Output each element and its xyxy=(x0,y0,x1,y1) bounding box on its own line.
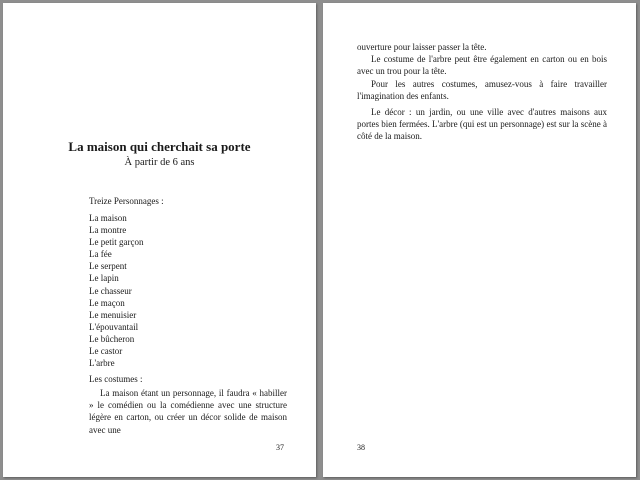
page-left xyxy=(3,3,316,477)
list-item: Le lapin xyxy=(89,273,119,284)
page-subtitle: À partir de 6 ans xyxy=(124,157,195,168)
costumes-heading: Les costumes : xyxy=(89,374,143,384)
page-number: 38 xyxy=(357,443,365,452)
characters-heading: Treize Personnages : xyxy=(89,196,164,206)
right-page-body xyxy=(357,41,607,143)
list-item: La fée xyxy=(89,249,112,260)
list-item: Le serpent xyxy=(89,261,127,272)
characters-list xyxy=(89,212,143,369)
list-item: Le bûcheron xyxy=(89,333,135,344)
paragraph-continuation: ouverture pour laisser passer la tête. xyxy=(357,42,487,52)
paragraph-other-costumes: Pour les autres costumes, amusez-vous à faire travailler l'imagination des enfants. xyxy=(357,78,607,101)
paragraph-decor: Le décor : un jardin, ou une ville avec d'autres maisons aux portes bien fermées. L'arbre (qui est un personnage) est sur la scène à côté de la maison. xyxy=(357,107,607,142)
list-item: L'épouvantail xyxy=(89,321,139,332)
page-title: La maison qui cherchait sa porte xyxy=(68,139,251,154)
list-item: La montre xyxy=(89,225,127,236)
page-number: 37 xyxy=(276,443,284,452)
paragraph-tree-costume: Le costume de l'arbre peut être également en carton ou en bois avec un trou pour la tête. xyxy=(357,54,607,77)
list-item: L'arbre xyxy=(89,358,115,369)
list-item: Le castor xyxy=(89,346,123,357)
costumes-paragraph: La maison étant un personnage, il faudra « habiller » le comédien ou la comédienne avec une structure légère en carton, ou créer un décor solide de maison avec une xyxy=(89,388,287,435)
list-item: Le menuisier xyxy=(89,309,137,320)
list-item: Le petit garçon xyxy=(89,237,144,248)
page-right xyxy=(323,3,636,477)
list-item: La maison xyxy=(89,213,127,223)
list-item: Le maçon xyxy=(89,297,125,308)
list-item: Le chasseur xyxy=(89,285,132,296)
